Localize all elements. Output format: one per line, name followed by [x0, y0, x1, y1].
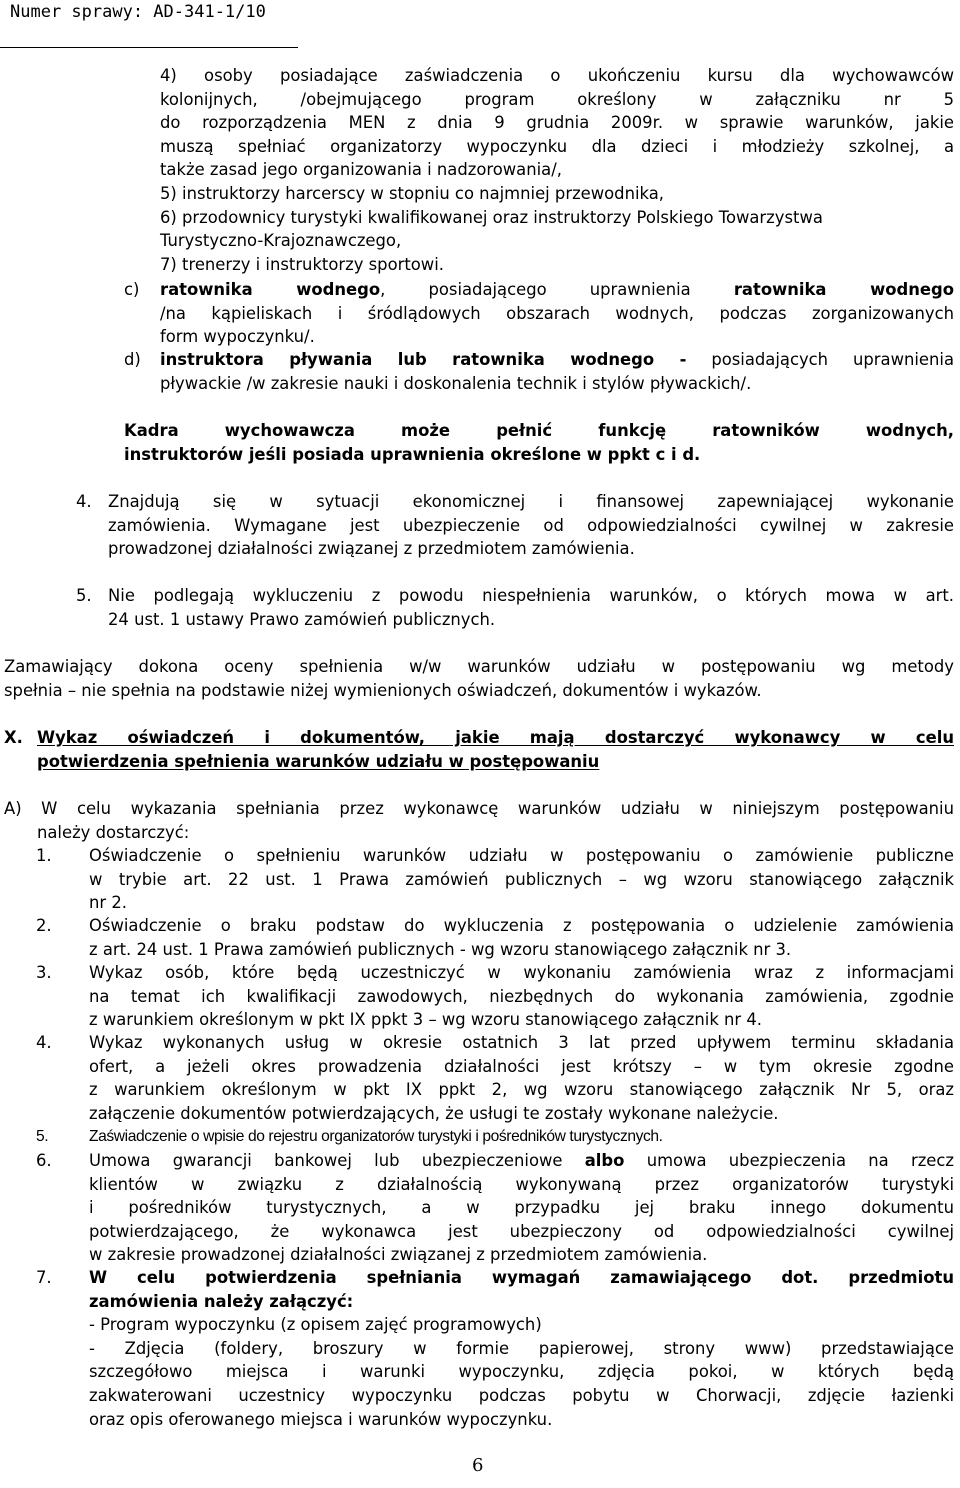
document-number: 4. — [36, 1033, 52, 1052]
header-rule — [0, 47, 298, 48]
section-numeral: X. — [4, 728, 23, 747]
list-line: 4) osoby posiadające zaświadczenia o ukończeniu kursu dla wychowawców — [160, 66, 954, 85]
item-marker: d) — [124, 350, 141, 369]
item-d-line2: pływackie /w zakresie nauki i doskonalenia technik i stylów pływackich/. — [160, 373, 752, 393]
section-a-intro: A) W celu wykazania spełniania przez wykonawcę warunków udziału w niniejszym postępowaniu należy dostarczyć: — [4, 799, 954, 842]
item-c-line1: ratownika wodnego, posiadającego uprawnienia ratownika wodnego — [160, 280, 954, 299]
document-number: 7. — [36, 1268, 52, 1287]
document-number: 5. — [36, 1128, 49, 1145]
document-number: 2. — [36, 916, 52, 935]
list-line: do rozporządzenia MEN z dnia 9 grudnia 2009r. w sprawie warunków, jakie — [160, 113, 954, 133]
evaluation-paragraph: Zamawiający dokona oceny spełnienia w/w warunków udziału w postępowaniu wg metody spełnia – nie spełnia na podstawie niżej wymienionych oświadczeń, dokumentów i wykazów. — [4, 657, 954, 700]
list-line: 6) przodownicy turystyki kwalifikowanej oraz instruktorzy Polskiego Towarzystwa — [160, 207, 823, 227]
kadra-note: Kadra wychowawcza może pełnić funkcję ratowników wodnych, instruktorów jeśli posiada uprawnienia określone w ppkt c i d. — [124, 421, 954, 464]
item-c-line3: form wypoczynku/. — [160, 327, 315, 347]
page-number: 6 — [472, 1455, 484, 1476]
item-d-line1: instruktora pływania lub ratownika wodnego - posiadających uprawnienia — [160, 350, 954, 369]
list-line: 5) instruktorzy harcerscy w stopniu co najmniej przewodnika, — [160, 183, 664, 203]
list-line: kolonijnych, /obejmującego program określony w załączniku nr 5 — [160, 89, 954, 109]
item-marker: c) — [124, 280, 140, 299]
case-number: Numer sprawy: AD-341-1/10 — [10, 2, 266, 22]
point-number: 4. — [76, 492, 92, 511]
item-c-line2: /na kąpieliskach i śródlądowych obszarach wodnych, podczas zorganizowanych — [160, 303, 954, 323]
document-number: 3. — [36, 963, 52, 982]
list-line: muszą spełniać organizatorzy wypoczynku dla dzieci i młodzieży szkolnej, a — [160, 136, 954, 156]
list-line: także zasad jego organizowania i nadzorowania/, — [160, 160, 562, 180]
qualifications-list — [160, 64, 954, 276]
list-line: Turystyczno-Krajoznawczego, — [160, 231, 402, 251]
list-line: 7) trenerzy i instruktorzy sportowi. — [160, 254, 444, 274]
point-number: 5. — [76, 586, 92, 605]
document-number: 6. — [36, 1151, 52, 1170]
section-title-line1: Wykaz oświadczeń i dokumentów, jakie mają dostarczyć wykonawcy w celu — [37, 728, 954, 747]
document-number: 1. — [36, 846, 52, 865]
section-title-line2: potwierdzenia spełnienia warunków udziału w postępowaniu — [37, 751, 600, 771]
